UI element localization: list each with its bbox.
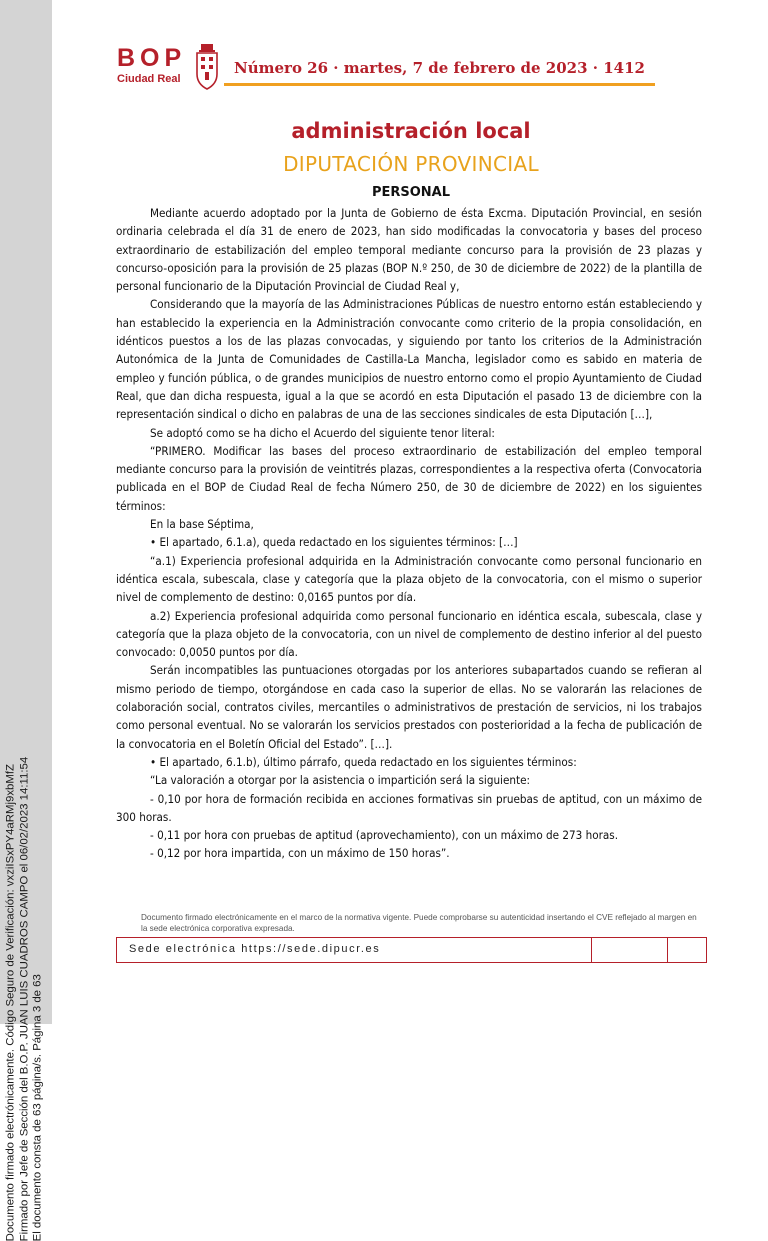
footer-divider [591, 938, 592, 962]
logo-text: BOP [117, 44, 187, 72]
paragraph: a.2) Experiencia profesional adquirida como personal funcionario en idéntica escala, subescala, clase y categoría que la plaza objeto de la convocatoria, con un nivel de complemento de destino inferior al del puesto convocado: 0,0050 puntos por día. [116, 608, 702, 660]
header-divider [224, 83, 655, 86]
verification-text [5, 281, 46, 1241]
logo-city: Ciudad Real [117, 73, 181, 85]
verification-side-strip [0, 0, 52, 1241]
section-title: administración local [291, 119, 531, 143]
sede-link[interactable]: Sede electrónica https://sede.dipucr.es [129, 943, 381, 955]
paragraph: “a.1) Experiencia profesional adquirida en la Administración convocante como personal funcionario en idéntica escala, subescala, clase y categoría que la plaza objeto de la convocatoria, con el mismo o superior nivel de complemento de destino: 0,0165 puntos por día. [116, 553, 702, 605]
paragraph: - 0,10 por hora de formación recibida en acciones formativas sin pruebas de aptitud, con un máximo de 300 horas. [116, 791, 702, 824]
verification-line: Documento firmado electrónicamente. Código Seguro de Verificación: vxziISxPY4aRMj9xbMfZ [4, 764, 17, 1241]
verification-line: Firmado por Jefe de Sección del B.O.P. JUAN LUIS CUADROS CAMPO el 06/02/2023 14:11:54 [18, 756, 31, 1241]
verification-line: El documento consta de 63 página/s. Página 3 de 63 [31, 974, 44, 1241]
footer-divider [667, 938, 668, 962]
paragraph: - 0,11 por hora con pruebas de aptitud (aprovechamiento), con un máximo de 273 horas. [150, 828, 619, 843]
paragraph: • El apartado, 6.1.b), último párrafo, queda redactado en los siguientes términos: [150, 754, 577, 769]
coat-of-arms-icon [195, 44, 219, 90]
paragraph: En la base Séptima, [150, 517, 254, 532]
paragraph: “La valoración a otorgar por la asistencia o impartición será la siguiente: [150, 773, 531, 788]
document-body [116, 204, 702, 863]
paragraph: Mediante acuerdo adoptado por la Junta de Gobierno de ésta Excma. Diputación Provincial, en sesión ordinaria celebrada el día 31 de enero de 2023, han sido modificadas la convocatoria y bases del proceso extraordinario de estabilización del empleo temporal mediante concurso para la provisión de 23 plazas y concurso-oposición para la provisión de 25 plazas (BOP N.º 250, de 30 de diciembre de 2022) de la plantilla de personal funcionario de la Diputación Provincial de Ciudad Real y, [116, 206, 702, 294]
paragraph: Considerando que la mayoría de las Administraciones Públicas de nuestro entorno están estableciendo y han establecido la experiencia en la Administración convocante como criterio de la propia consolidación, en idénticos puestos a los de las plazas convocadas, y siguiendo por tanto los criterios de la Administración Autonómica de la Junta de Comunidades de Castilla-La Mancha, legislador como es sabido en materia de empleo y función pública, o de grandes municipios de nuestro entorno como el propio Ayuntamiento de Ciudad Real, que dan dicha respuesta, igual a la que se acordó en esta Diputación el pasado 13 de diciembre con la representación sindical o dicho en palabras de una de las secciones sindicales de esta Diputación […], [116, 297, 702, 422]
bop-logo [117, 45, 186, 85]
footer-note: Documento firmado electrónicamente en el marco de la normativa vigente. Puede comprobarse su autenticidad insertando el CVE reflejado al margen en la sede electrónica corporativa expresada. [141, 913, 697, 933]
section-heading: PERSONAL [371, 185, 451, 200]
issue-line: Número 26 · martes, 7 de febrero de 2023 · 1412 [234, 59, 645, 77]
section-subtitle: DIPUTACIÓN PROVINCIAL [283, 152, 539, 176]
paragraph: Se adoptó como se ha dicho el Acuerdo del siguiente tenor literal: [150, 425, 495, 440]
footer-bar [116, 937, 707, 963]
paragraph: “PRIMERO. Modificar las bases del proceso extraordinario de estabilización del empleo temporal mediante concurso para la provisión de veintitrés plazas, correspondientes a la respectiva oferta (Convocatoria publicada en el BOP de Ciudad Real de fecha Número 250, de 30 de diciembre de 2022) en los siguientes términos: [116, 443, 702, 513]
paragraph: • El apartado, 6.1.a), queda redactado en los siguientes términos: […] [150, 535, 518, 550]
paragraph: - 0,12 por hora impartida, con un máximo de 150 horas”. [150, 846, 450, 861]
paragraph: Serán incompatibles las puntuaciones otorgadas por los anteriores subapartados cuando se refieran al mismo periodo de tiempo, otorgándose en cada caso la superior de ellas. No se valorarán las relaciones de colaboración social, contratos civiles, mercantiles o administrativos de prestación de servicios, ni los trabajos como personal eventual. No se valorarán los servicios prestados con posterioridad a la fecha de publicación de la convocatoria en el Boletín Oficial del Estado”. […]. [116, 663, 702, 751]
